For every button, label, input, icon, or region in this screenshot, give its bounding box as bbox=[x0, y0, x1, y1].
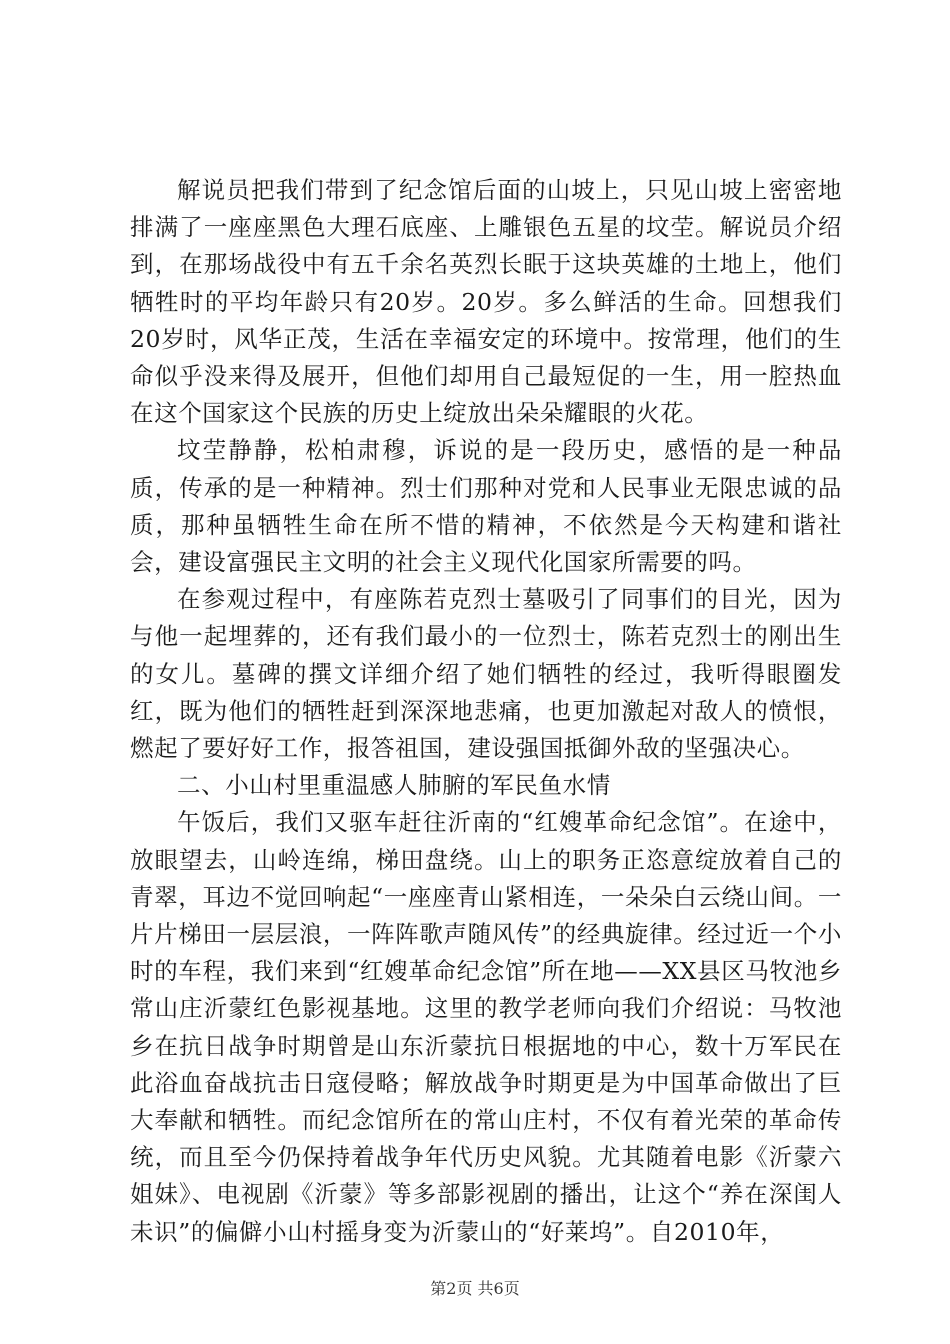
paragraph-hongsao-memorial: 午饭后，我们又驱车赶往沂南的“红嫂革命纪念馆”。在途中，放眼望去，山岭连绵，梯田盘绕。山上的职务正恣意绽放着自己的青翠，耳边不觉回响起“一座座青山紧相连，一朵朵白云绕山间。一片片梯田一层层浪，一阵阵歌声随风传”的经典旋律。经过近一个小时的车程，我们来到“红嫂革命纪念馆”所在地——XX县区马牧池乡常山庄沂蒙红色影视基地。这里的教学老师向我们介绍说：马牧池乡在抗日战争时期曾是山东沂蒙抗日根据地的中心，数十万军民在此浴血奋战抗击日寇侵略；解放战争时期更是为中国革命做出了巨大奉献和牺牲。而纪念馆所在的常山庄村，不仅有着光荣的革命传统，而且至今仍保持着战争年代历史风貌。尤其随着电影《沂蒙六姐妹》、电视剧《沂蒙》等多部影视剧的播出，让这个“养在深闺人未识”的偏僻小山村摇身变为沂蒙山的“好莱坞”。自2010年， bbox=[130, 808, 842, 1246]
paragraph-reflection: 坟茔静静，松柏肃穆，诉说的是一段历史，感悟的是一种品质，传承的是一种精神。烈士们那种对党和人民事业无限忠诚的品质，那种虽牺牲生命在所不惜的精神，不依然是今天构建和谐社会，建设富强民主文明的社会主义现代化国家所需要的吗。 bbox=[130, 436, 842, 577]
paragraph-cemetery: 解说员把我们带到了纪念馆后面的山坡上，只见山坡上密密地排满了一座座黑色大理石底座、上雕银色五星的坟茔。解说员介绍到，在那场战役中有五千余名英烈长眠于这块英雄的土地上，他们牺牲时的平均年龄只有20岁。20岁。多么鲜活的生命。回想我们20岁时，风华正茂，生活在幸福安定的环境中。按常理，他们的生命似乎没来得及展开，但他们却用自己最短促的一生，用一腔热血在这个国家这个民族的历史上绽放出朵朵耀眼的火花。 bbox=[130, 176, 842, 428]
document-body bbox=[130, 172, 842, 1251]
section-heading: 二、小山村里重温感人肺腑的军民鱼水情 bbox=[177, 771, 611, 800]
paragraph-chen-ruoke-tomb: 在参观过程中，有座陈若克烈士墓吸引了同事们的目光，因为与他一起埋葬的，还有我们最小的一位烈士，陈若克烈士的刚出生的女儿。墓碑的撰文详细介绍了她们牺牲的经过，我听得眼圈发红，既为他们的牺牲赶到深深地悲痛，也更加激起对敌人的愤恨，燃起了要好好工作，报答祖国，建设强国抵御外敌的坚强决心。 bbox=[130, 585, 842, 763]
page-number-footer: 第2页 共6页 bbox=[430, 1279, 520, 1298]
